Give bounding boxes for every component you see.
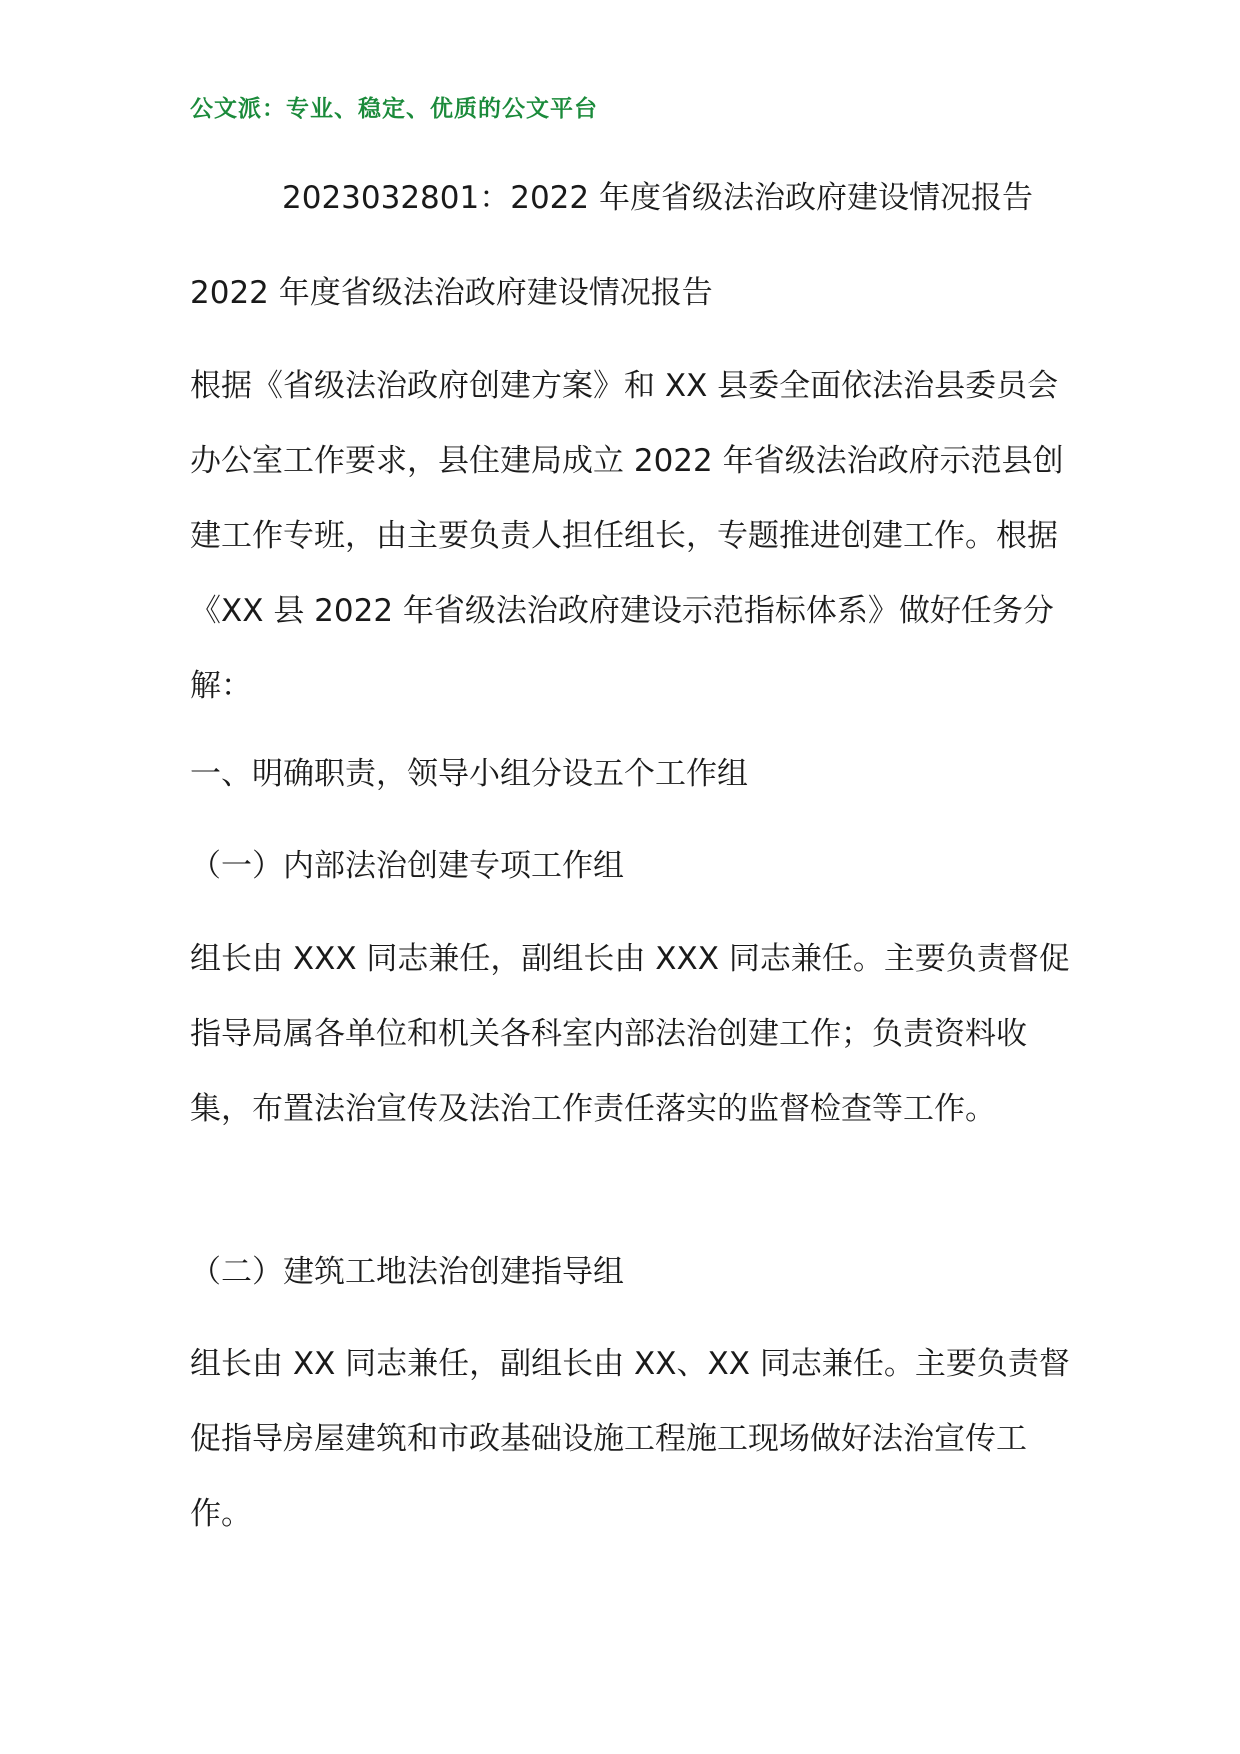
report-heading: 2022 年度省级法治政府建设情况报告 bbox=[190, 275, 713, 311]
header-banner: 公文派：专业、稳定、优质的公文平台 bbox=[190, 96, 598, 122]
section-heading-1: 一、明确职责，领导小组分设五个工作组 bbox=[190, 756, 748, 792]
subsection-body-1: 组长由 XXX 同志兼任，副组长由 XXX 同志兼任。主要负责督促指导局属各单位和机关各科室内部法治创建工作；负责资料收集，布置法治宣传及法治工作责任落实的监督检查等工作。 bbox=[190, 941, 1070, 1127]
document-title: 2023032801：2022 年度省级法治政府建设情况报告 bbox=[282, 180, 1033, 216]
subsection-heading-2: （二）建筑工地法治创建指导组 bbox=[190, 1254, 624, 1290]
subsection-heading-1: （一）内部法治创建专项工作组 bbox=[190, 848, 624, 884]
subsection-body-2: 组长由 XX 同志兼任，副组长由 XX、XX 同志兼任。主要负责督促指导房屋建筑和市政基础设施工程施工现场做好法治宣传工作。 bbox=[190, 1346, 1070, 1532]
intro-paragraph: 根据《省级法治政府创建方案》和 XX 县委全面依法治县委员会办公室工作要求，县住建局成立 2022 年省级法治政府示范县创建工作专班，由主要负责人担任组长，专题推进创建工作。根据《XX 县 2022 年省级法治政府建设示范指标体系》做好任务分解： bbox=[190, 368, 1064, 704]
